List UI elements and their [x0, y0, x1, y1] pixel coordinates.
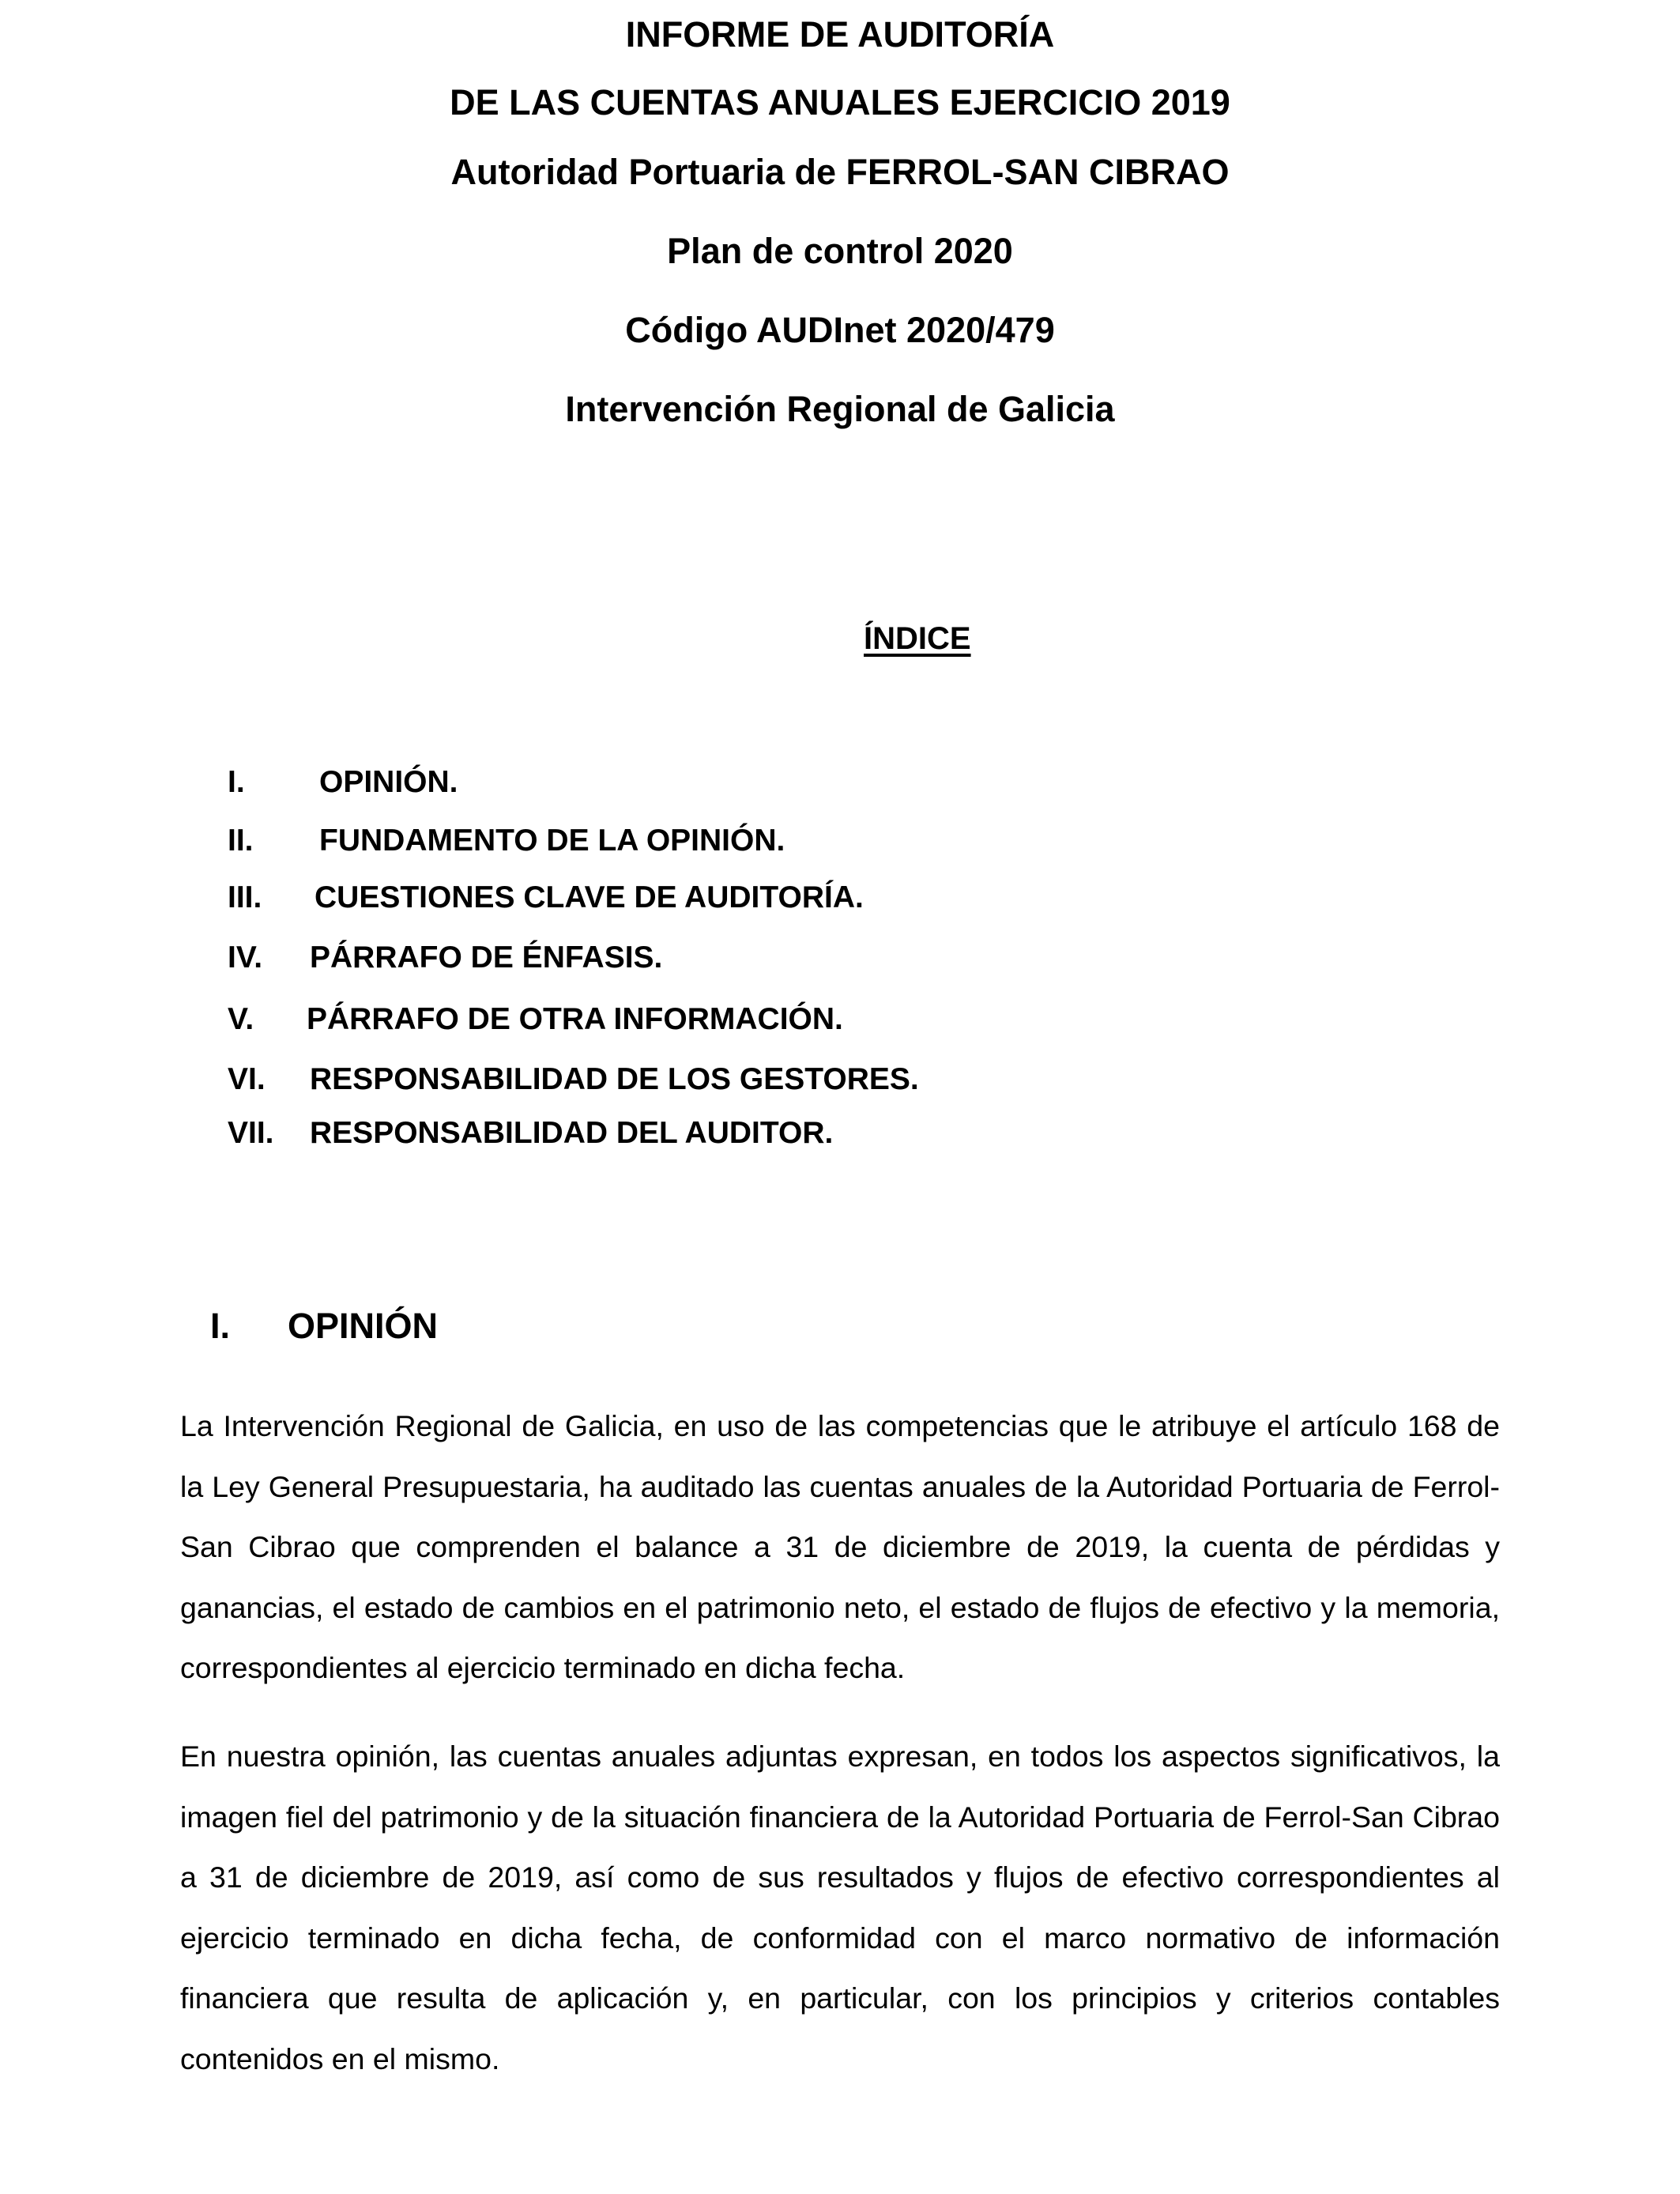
toc-item-label: FUNDAMENTO DE LA OPINIÓN.: [319, 824, 785, 858]
opinion-paragraph: La Intervención Regional de Galicia, en uso de las competencias que le atribuye el artículo 168 de la Ley General Presupuestaria, ha auditado las cuentas anuales de la Autoridad Portuaria de Ferrol-San Cibrao que comprenden el balance a 31 de diciembre de 2019, la cuenta de pérdidas y ganancias, el estado de cambios en el patrimonio neto, el estado de flujos de efectivo y la memoria, correspondientes al ejercicio terminado en dicha fecha.: [180, 1409, 1500, 1684]
section-number: I.: [210, 1306, 231, 1346]
toc-item-label: RESPONSABILIDAD DEL AUDITOR.: [310, 1116, 834, 1150]
index-heading: ÍNDICE: [864, 621, 971, 656]
toc-item-number: VI.: [228, 1062, 266, 1096]
toc-item-label: RESPONSABILIDAD DE LOS GESTORES.: [310, 1062, 919, 1096]
section-title: OPINIÓN: [288, 1306, 439, 1346]
report-title: INFORME DE AUDITORÍA: [625, 14, 1055, 55]
entity-name: Autoridad Portuaria de FERROL-SAN CIBRAO: [450, 152, 1230, 192]
opinion-paragraph: En nuestra opinión, las cuentas anuales adjuntas expresan, en todos los aspectos significativos, la imagen fiel del patrimonio y de la situación financiera de la Autoridad Portuaria de Ferrol-San Cibrao a 31 de diciembre de 2019, así como de sus resultados y flujos de efectivo correspondientes al ejercicio terminado en dicha fecha, de conformidad con el marco normativo de información financiera que resulta de aplicación y, en particular, con los principios y criterios contables contenidos en el mismo.: [180, 1740, 1500, 2075]
toc-item-number: IV.: [228, 941, 263, 974]
toc-item-number: III.: [228, 880, 262, 914]
toc-item-number: VII.: [228, 1116, 274, 1150]
toc-item-number: I.: [228, 765, 245, 799]
toc-item-label: CUESTIONES CLAVE DE AUDITORÍA.: [315, 880, 864, 914]
control-plan: Plan de control 2020: [667, 231, 1013, 271]
audinet-code: Código AUDInet 2020/479: [625, 310, 1055, 350]
toc-item-label: PÁRRAFO DE ÉNFASIS.: [310, 941, 663, 974]
toc-item-label: OPINIÓN.: [319, 765, 458, 799]
auditing-office: Intervención Regional de Galicia: [565, 389, 1115, 429]
toc-item-number: V.: [228, 1002, 254, 1036]
toc-item-label: PÁRRAFO DE OTRA INFORMACIÓN.: [307, 1002, 843, 1036]
toc-item-number: II.: [228, 824, 254, 858]
report-subtitle: DE LAS CUENTAS ANUALES EJERCICIO 2019: [450, 82, 1230, 123]
